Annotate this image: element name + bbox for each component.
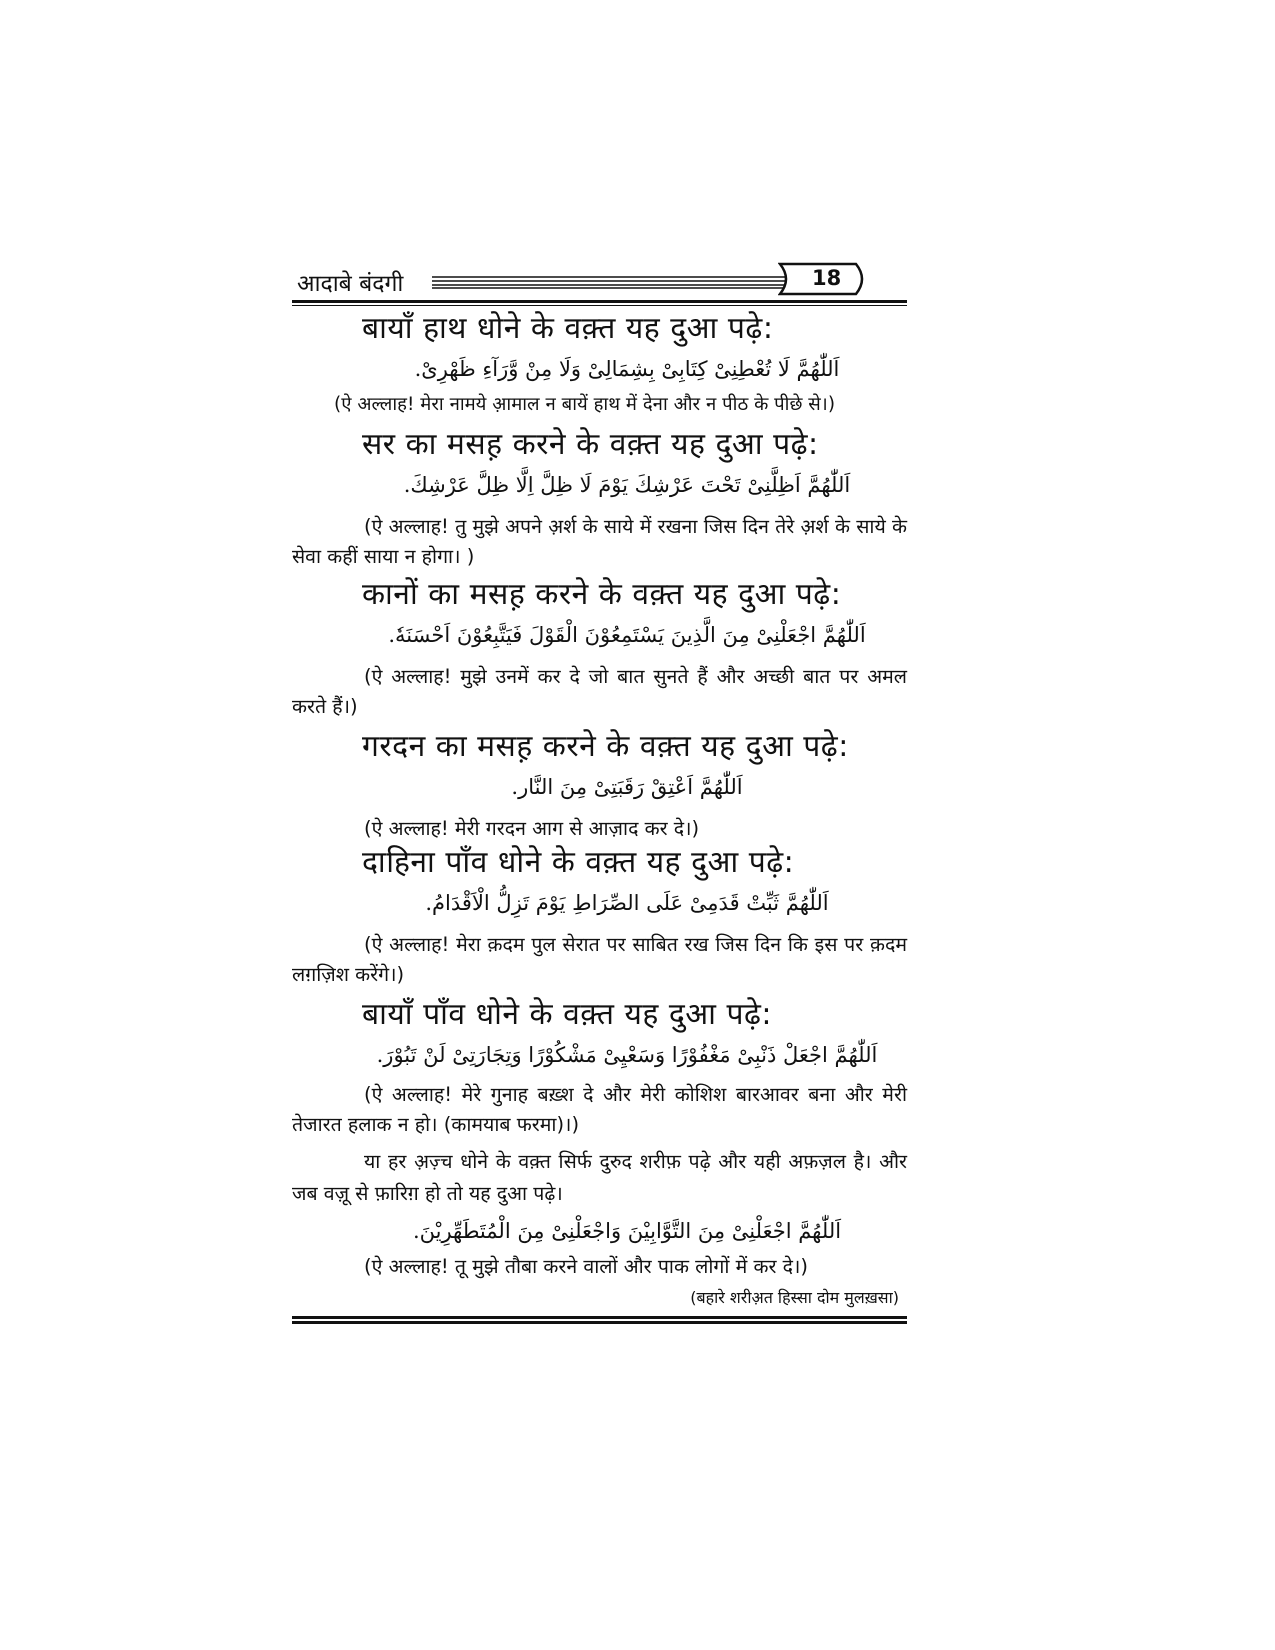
dua-section-ears (292, 576, 907, 722)
dua-translation: (ऐ अल्लाह! मेरा क़दम पुल सेरात पर साबित रख जिस दिन कि इस पर क़दम लग़ज़िश करेंगे।) (292, 933, 907, 986)
dua-translation: (ऐ अल्लाह! मुझे उनमें कर दे जो बात सुनते हैं और अच्छी बात पर अमल करते हैं।) (292, 665, 907, 718)
arabic-dua: اَللّٰھُمَّ اجْعَلْ ذَنْبِیْ مَغْفُوْرًا وَسَعْیِیْ مَشْکُوْرًا وَتِجَارَتِیْ لَنْ تَبُوْرَ. (376, 1043, 878, 1067)
source-citation: (बहारे शरीअ़त हिस्सा दोम मुलख़सा) (690, 1288, 899, 1307)
dua-translation: (ऐ अल्लाह! तु मुझे अपने अ़र्श के साये में रखना जिस दिन तेरे अ़र्श के साये के सेवा कहीं साया न होगा। ) (292, 515, 907, 568)
dua-translation: (ऐ अल्लाह! मेरा नामये आ़माल न बायें हाथ में देना और न पीठ के पीछे से।) (334, 394, 836, 415)
dua-section-head (292, 426, 907, 572)
dua-section-right-foot (292, 844, 907, 990)
dua-heading: बायाँ हाथ धोने के वक़्त यह दुआ पढ़े: (362, 311, 774, 346)
dua-heading: गरदन का मसह़ करने के वक़्त यह दुआ पढ़े: (362, 729, 849, 764)
arabic-dua: اَللّٰھُمَّ اَعْتِقْ رَقَبَتِیْ مِنَ النَّار. (511, 775, 743, 799)
dua-translation: (ऐ अल्लाह! मेरी गरदन आग से आज़ाद कर दे।) (364, 817, 700, 840)
closing-section (292, 1146, 907, 1324)
book-title: आदाबे बंदगी (297, 271, 404, 297)
dua-translation: (ऐ अल्लाह! तू मुझे तौबा करने वालों और पाक लोगों में कर दे।) (364, 1255, 809, 1278)
dua-section-left-hand (292, 310, 907, 420)
header-rule (292, 300, 907, 306)
dua-translation: (ऐ अल्लाह! मेरे गुनाह बख़्श दे और मेरी कोशिश बारआवर बना और मेरी तेजारत हलाक न हो। (कामयाब फरमा)।) (292, 1083, 907, 1136)
arabic-dua: اَللّٰھُمَّ ثَبِّتْ قَدَمِیْ عَلَی الصِّرَاطِ یَوْمَ تَزِلُّ الْاَقْدَامُ. (425, 891, 829, 915)
dua-section-left-foot (292, 996, 907, 1140)
dua-heading: दाहिना पाँव धोने के वक़्त यह दुआ पढ़े: (362, 845, 795, 880)
header-decorative-rules (432, 275, 1100, 289)
dua-heading: सर का मसह़ करने के वक़्त यह दुआ पढ़े: (362, 427, 819, 462)
closing-note: या हर अ़ज़्च धोने के वक़्त सिर्फ दुरुद शरीफ़ पढ़े और यही अफ़ज़ल है। और जब वज़ू से फ़ारिग़ हो तो यह दुआ पढ़े। (292, 1150, 907, 1205)
arabic-dua: اَللّٰھُمَّ اَظِلَّنِیْ تَحْتَ عَرْشِكَ یَوْمَ لَا ظِلَّ اِلَّا ظِلَّ عَرْشِكَ. (403, 473, 851, 497)
dua-section-neck (292, 728, 907, 844)
arabic-dua: اَللّٰھُمَّ اجْعَلْنِیْ مِنَ التَّوَّابِیْنَ وَاجْعَلْنِیْ مِنَ الْمُتَطَھِّرِیْنَ. (412, 1219, 842, 1243)
arabic-dua: اَللّٰھُمَّ لَا تُعْطِنِیْ کِتَابِیْ بِشِمَالِیْ وَلَا مِنْ وَّرَآءِ ظَھْرِیْ. (414, 357, 840, 381)
page-number: 18 (812, 266, 842, 290)
book-page (292, 262, 907, 1324)
dua-heading: बायाँ पाँव धोने के वक़्त यह दुआ पढ़े: (362, 997, 773, 1032)
arabic-dua: اَللّٰھُمَّ اجْعَلْنِیْ مِنَ الَّذِینَ یَسْتَمِعُوْنَ الْقَوْلَ فَیَتَّبِعُوْنَ اَحْسَنَهٗ. (388, 623, 866, 647)
dua-heading: कानों का मसह़ करने के वक़्त यह दुआ पढ़े: (362, 577, 842, 612)
footer-rule (292, 1316, 907, 1324)
page-header (292, 262, 907, 304)
